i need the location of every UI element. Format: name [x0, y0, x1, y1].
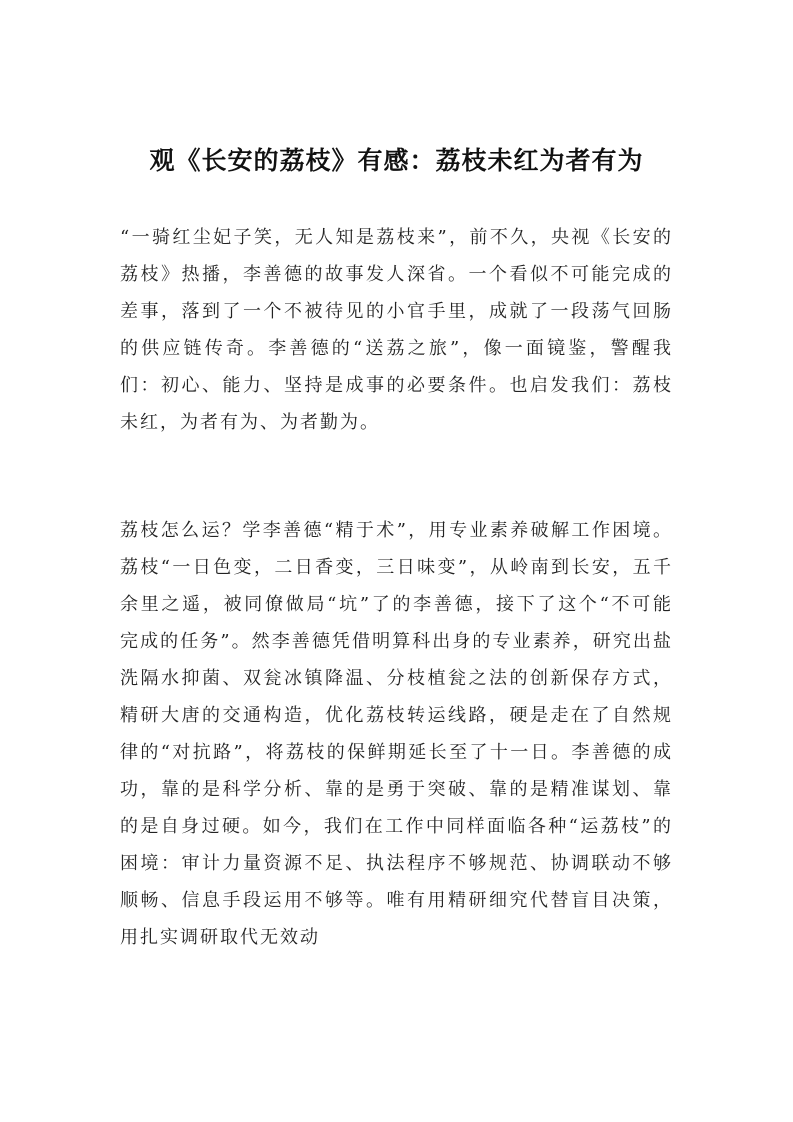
paragraph-2: 荔枝怎么运？学李善德“精于术”，用专业素养破解工作困境。荔枝“一日色变，二日香变，三日味变”，从岭南到长安，五千余里之遥，被同僚做局“坑”了的李善德，接下了这个“不可能完成的任务”。然李善德凭借明算科出身的专业素养，研究出盐洗隔水抑菌、双瓮冰镇降温、分枝植瓮之法的创新保存方式，精研大唐的交通构造，优化荔枝转运线路，硬是走在了自然规律的“对抗路”，将荔枝的保鲜期延长至了十一日。李善德的成功，靠的是科学分析、靠的是勇于突破、靠的是精准谋划、靠的是自身过硬。如今，我们在工作中同样面临各种“运荔枝”的困境：审计力量资源不足、执法程序不够规范、协调联动不够顺畅、信息手段运用不够等。唯有用精研细究代替盲目决策，用扎实调研取代无效动	[120, 520, 673, 948]
paragraph-1: “一骑红尘妃子笑，无人知是荔枝来”，前不久，央视《长安的荔枝》热播，李善德的故事发人深省。一个看似不可能完成的差事，落到了一个不被待见的小官手里，成就了一段荡气回肠的供应链传奇。李善德的“送荔之旅”，像一面镜鉴，警醒我们：初心、能力、坚持是成事的必要条件。也启发我们：荔枝未红，为者有为、为者勤为。	[120, 227, 673, 433]
document-title: 观《长安的荔枝》有感：荔枝未红为者有为	[149, 145, 644, 175]
